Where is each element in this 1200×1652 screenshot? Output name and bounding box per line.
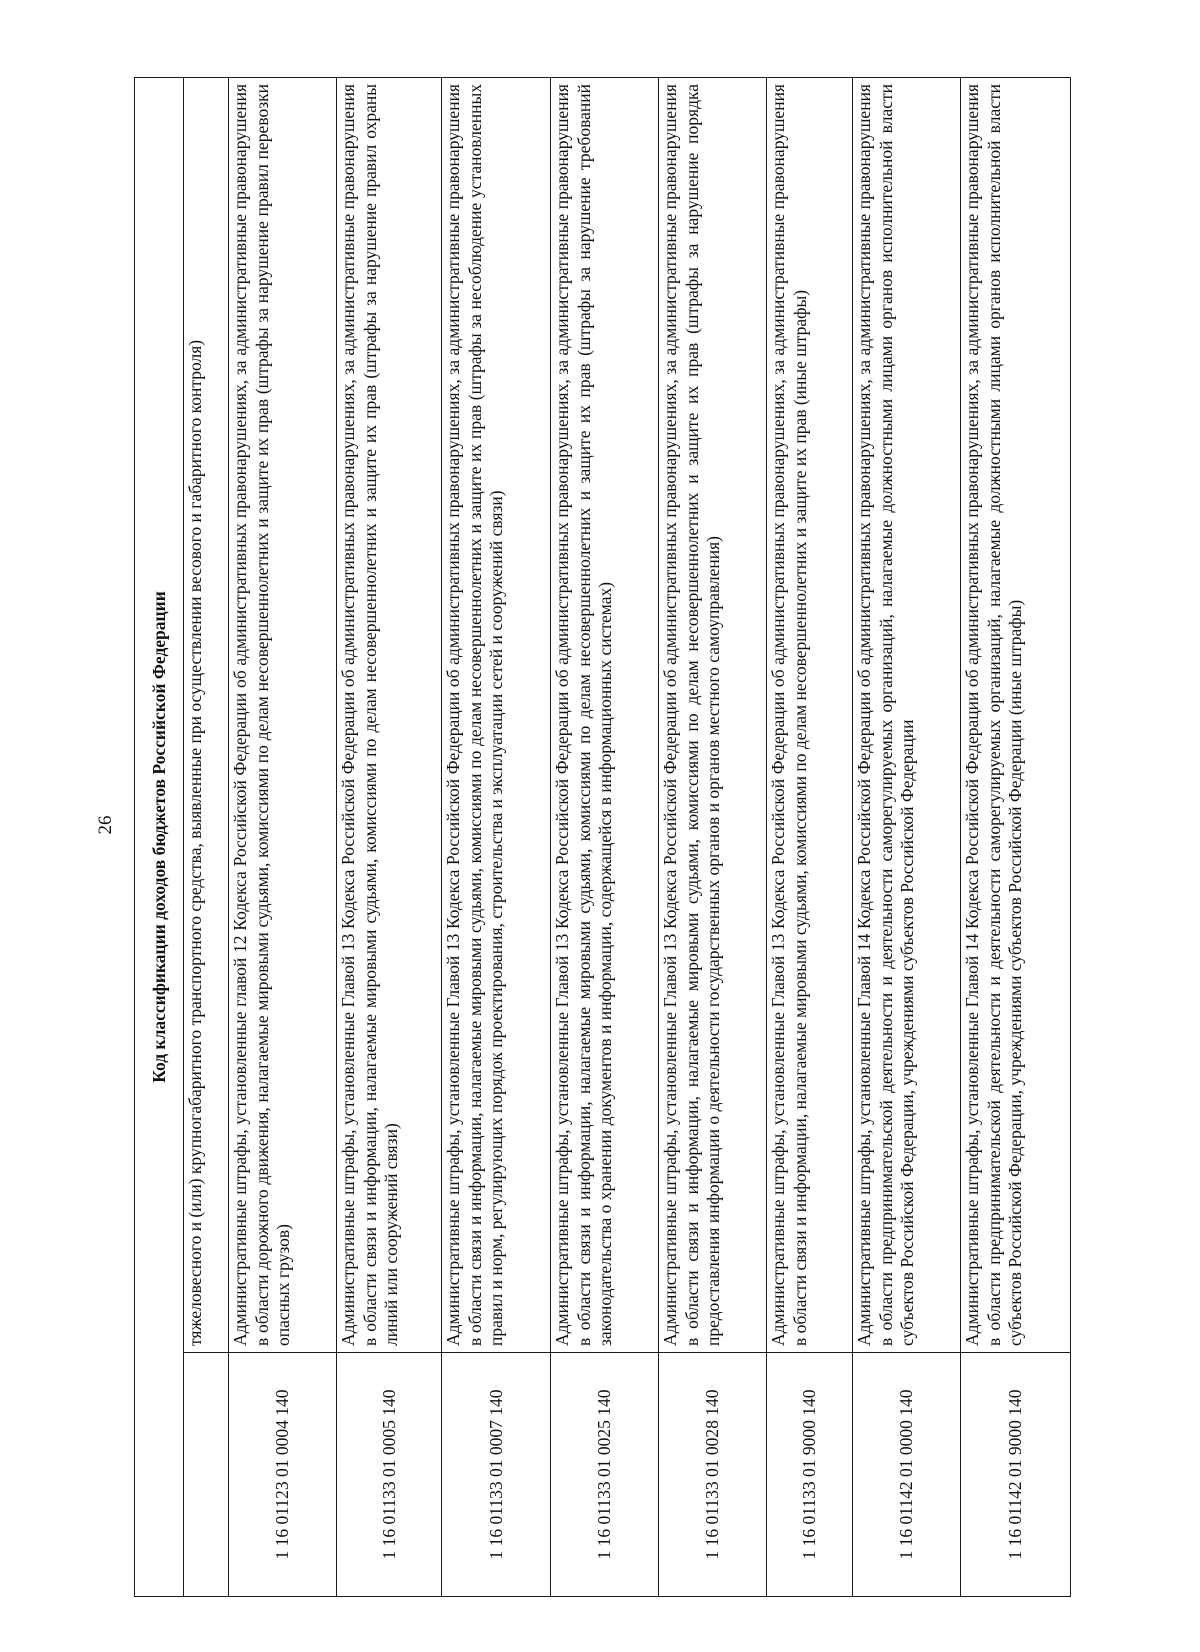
description-cell: Административные штрафы, установленные Главой 14 Кодекса Российской Федерации об административных правонарушениях, за административные правонарушения в области предпринимательской деятельности и деятельности саморегулируемых организаций, налагаемые должностными лицами органов исполнительной власти субъектов Российской Федерации, учреждениями субъектов Российской Федерации (иные штрафы) [961, 78, 1071, 1353]
budget-classification-table [134, 77, 1071, 1597]
description-cell: Административные штрафы, установленные Главой 13 Кодекса Российской Федерации об административных правонарушениях, за административные правонарушения в области связи и информации, налагаемые мировыми судьями, комиссиями по делам несовершеннолетних и защите их прав (штрафы за несоблюдение установленных правил и норм, регулирующих порядок проектирования, строительства и эксплуатации сетей и сооружений связи) [442, 78, 551, 1353]
table-row [961, 78, 1071, 1597]
page-number: 26 [95, 815, 116, 835]
description-cell: тяжеловесного и (или) крупногабаритного транспортного средства, выявленные при осуществлении весового и габаритного контроля) [184, 78, 229, 1353]
table-row [337, 78, 442, 1597]
code-cell: 1 16 01142 01 0000 140 [853, 1353, 961, 1597]
table-row [184, 78, 229, 1597]
code-cell [184, 1353, 229, 1597]
table-row [442, 78, 551, 1597]
table-row [229, 78, 337, 1597]
table-row [767, 78, 853, 1597]
code-cell: 1 16 01123 01 0004 140 [229, 1353, 337, 1597]
table-row [853, 78, 961, 1597]
description-cell: Административные штрафы, установленные Главой 13 Кодекса Российской Федерации об административных правонарушениях, за административные правонарушения в области связи и информации, налагаемые мировыми судьями, комиссиями по делам несовершеннолетних и защите их прав (штрафы за нарушение порядка предоставления информации о деятельности государственных органов и органов местного самоуправления) [659, 78, 767, 1353]
description-cell: Административные штрафы, установленные Главой 13 Кодекса Российской Федерации об административных правонарушениях, за административные правонарушения в области связи и информации, налагаемые мировыми судьями, комиссиями по делам несовершеннолетних и защите их прав (штрафы за нарушение правил охраны линий или сооружений связи) [337, 78, 442, 1353]
code-cell: 1 16 01133 01 0025 140 [551, 1353, 659, 1597]
table-header-row [135, 78, 184, 1597]
code-cell: 1 16 01133 01 0028 140 [659, 1353, 767, 1597]
table-row [551, 78, 659, 1597]
table-row [659, 78, 767, 1597]
code-cell: 1 16 01133 01 0005 140 [337, 1353, 442, 1597]
description-cell: Административные штрафы, установленные Главой 13 Кодекса Российской Федерации об административных правонарушениях, за административные правонарушения в области связи и информации, налагаемые мировыми судьями, комиссиями по делам несовершеннолетних и защите их прав (иные штрафы) [767, 78, 853, 1353]
code-cell: 1 16 01133 01 9000 140 [767, 1353, 853, 1597]
code-cell: 1 16 01133 01 0007 140 [442, 1353, 551, 1597]
description-cell: Административные штрафы, установленные Главой 13 Кодекса Российской Федерации об административных правонарушениях, за административные правонарушения в области связи и информации, налагаемые мировыми судьями, комиссиями по делам несовершеннолетних и защите их прав (штрафы за нарушение требований законодательства о хранении документов и информации, содержащейся в информационных системах) [551, 78, 659, 1353]
description-cell: Административные штрафы, установленные главой 12 Кодекса Российской Федерации об административных правонарушениях, за административные правонарушения в области дорожного движения, налагаемые мировыми судьями, комиссиями по делам несовершеннолетних и защите их прав (штрафы за нарушение правил перевозки опасных грузов) [229, 78, 337, 1353]
description-cell: Административные штрафы, установленные Главой 14 Кодекса Российской Федерации об административных правонарушениях, за административные правонарушения в области предпринимательской деятельности и деятельности саморегулируемых организаций, налагаемые должностными лицами органов исполнительной власти субъектов Российской Федерации, учреждениями субъектов Российской Федерации [853, 78, 961, 1353]
rotated-table-sheet [134, 78, 1026, 1597]
code-cell: 1 16 01142 01 9000 140 [961, 1353, 1071, 1597]
table-header: Код классификации доходов бюджетов Российской Федерации [135, 78, 184, 1597]
